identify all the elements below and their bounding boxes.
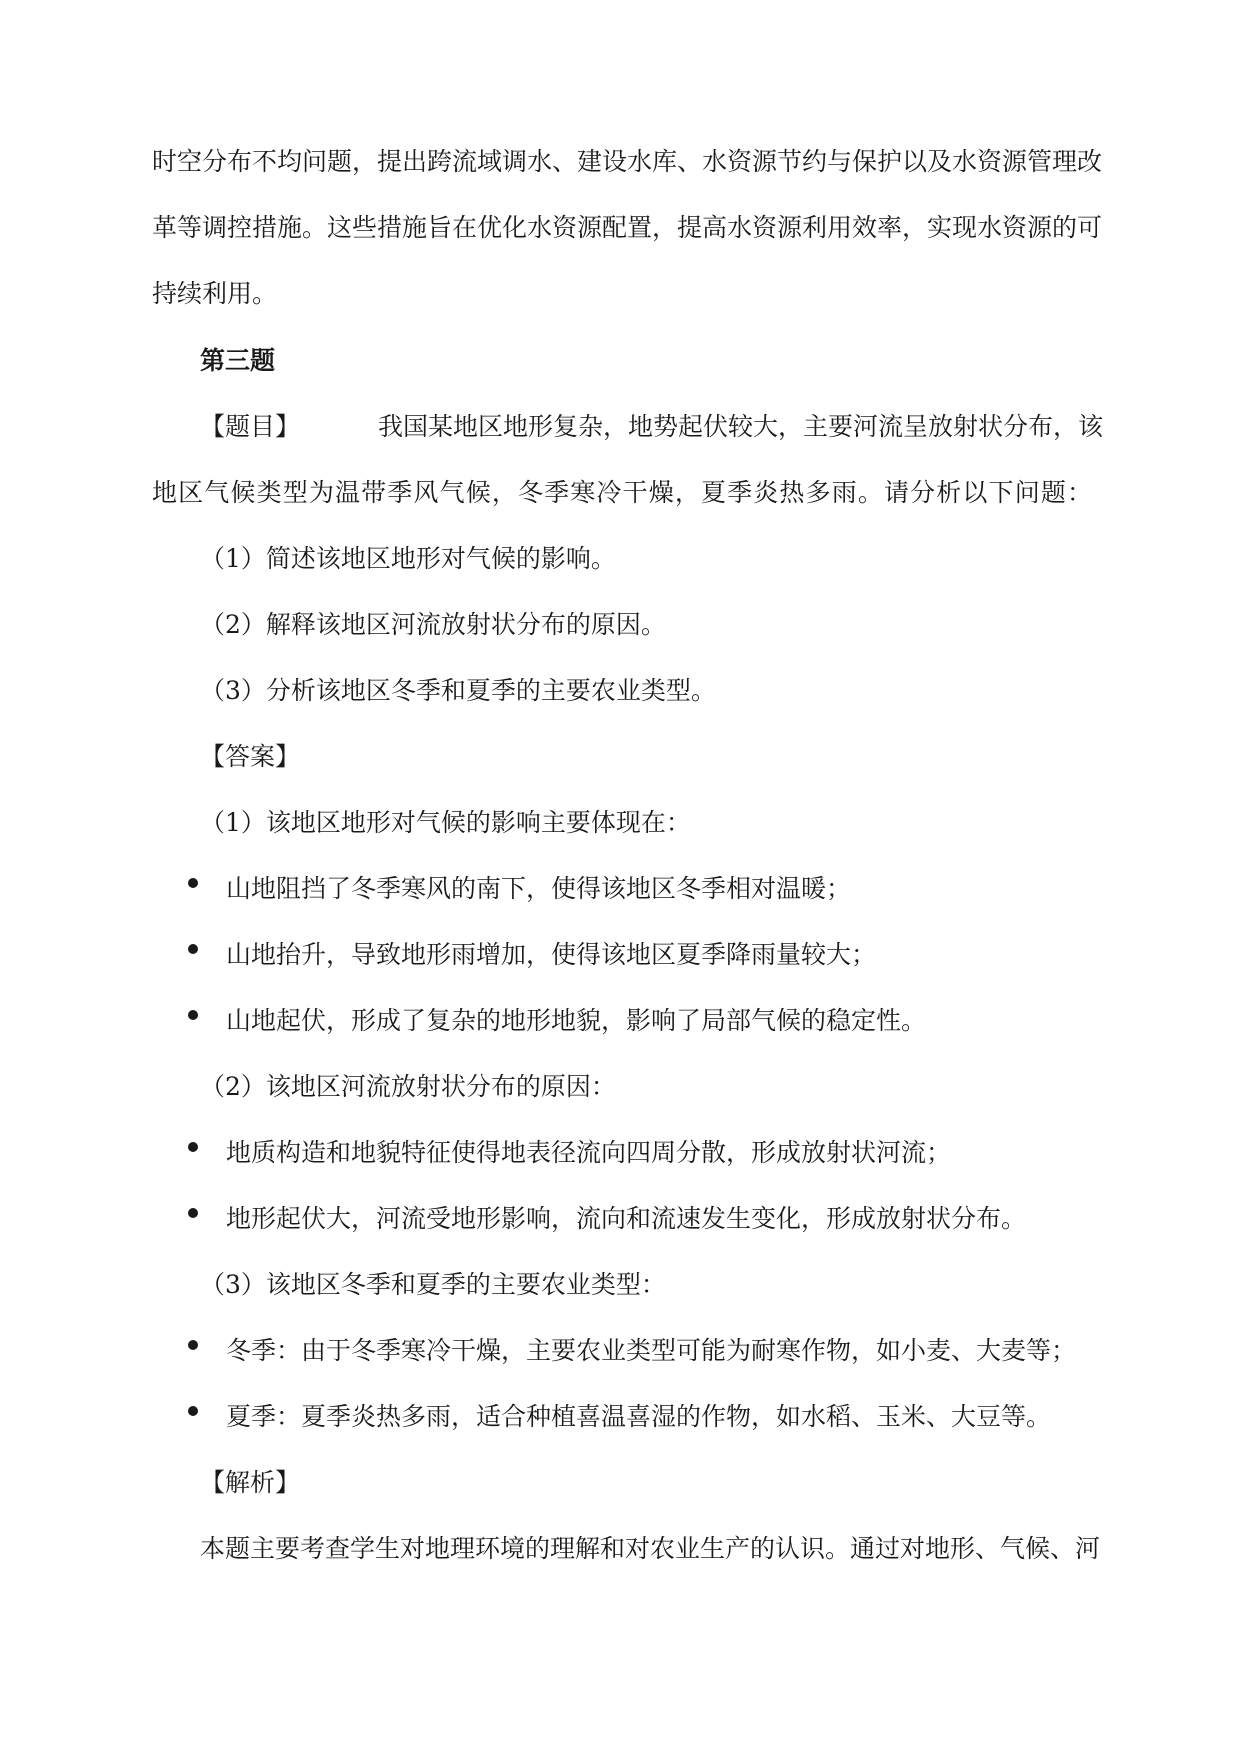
- question-line-2: 地区气候类型为温带季风气候，冬季寒冷干燥，夏季炎热多雨。请分析以下问题：: [152, 478, 1092, 507]
- bullet-dot: [188, 1340, 198, 1350]
- bullet-dot: [188, 1208, 198, 1218]
- analysis-label: 【解析】: [200, 1468, 301, 1497]
- answer-part2-bullet-1: 地质构造和地貌特征使得地表径流向四周分散，形成放射状河流；: [226, 1138, 952, 1167]
- answer-part3-bullet-2: 夏季：夏季炎热多雨，适合种植喜温喜湿的作物，如水稻、玉米、大豆等。: [226, 1402, 1052, 1431]
- answer-part1-heading: （1）该地区地形对气候的影响主要体现在：: [200, 808, 691, 837]
- answer-part2-heading: （2）该地区河流放射状分布的原因：: [200, 1072, 616, 1101]
- intro-line-3: 持续利用。: [152, 279, 278, 308]
- question-line-1: [200, 410, 1104, 444]
- question-label: 【题目】: [200, 412, 301, 441]
- answer-part1-bullet-3: 山地起伏，形成了复杂的地形地貌，影响了局部气候的稳定性。: [226, 1006, 927, 1035]
- answer-part1-bullet-2: 山地抬升，导致地形雨增加，使得该地区夏季降雨量较大；: [226, 940, 877, 969]
- bullet-dot: [188, 878, 198, 888]
- intro-line-1: 时空分布不均问题，提出跨流域调水、建设水库、水资源节约与保护以及水资源管理改: [152, 147, 1103, 176]
- section-title: 第三题: [200, 346, 276, 375]
- answer-label: 【答案】: [200, 742, 301, 771]
- answer-part3-bullet-1: 冬季：由于冬季寒冷干燥，主要农业类型可能为耐寒作物，如小麦、大麦等；: [226, 1336, 1077, 1365]
- bullet-dot: [188, 944, 198, 954]
- question-text-1: 我国某地区地形复杂，地势起伏较大，主要河流呈放射状分布，该: [378, 412, 1104, 441]
- bullet-dot: [188, 1406, 198, 1416]
- bullet-dot: [188, 1142, 198, 1152]
- bullet-dot: [188, 1010, 198, 1020]
- question-item-3: （3）分析该地区冬季和夏季的主要农业类型。: [200, 676, 716, 705]
- intro-line-2: 革等调控措施。这些措施旨在优化水资源配置，提高水资源利用效率，实现水资源的可: [152, 213, 1103, 242]
- answer-part3-heading: （3）该地区冬季和夏季的主要农业类型：: [200, 1270, 666, 1299]
- question-item-2: （2）解释该地区河流放射状分布的原因。: [200, 610, 666, 639]
- answer-part1-bullet-1: 山地阻挡了冬季寒风的南下，使得该地区冬季相对温暖；: [226, 874, 852, 903]
- question-item-1: （1）简述该地区地形对气候的影响。: [200, 544, 616, 573]
- analysis-line-1: 本题主要考查学生对地理环境的理解和对农业生产的认识。通过对地形、气候、河: [200, 1534, 1101, 1563]
- answer-part2-bullet-2: 地形起伏大，河流受地形影响，流向和流速发生变化，形成放射状分布。: [226, 1204, 1027, 1233]
